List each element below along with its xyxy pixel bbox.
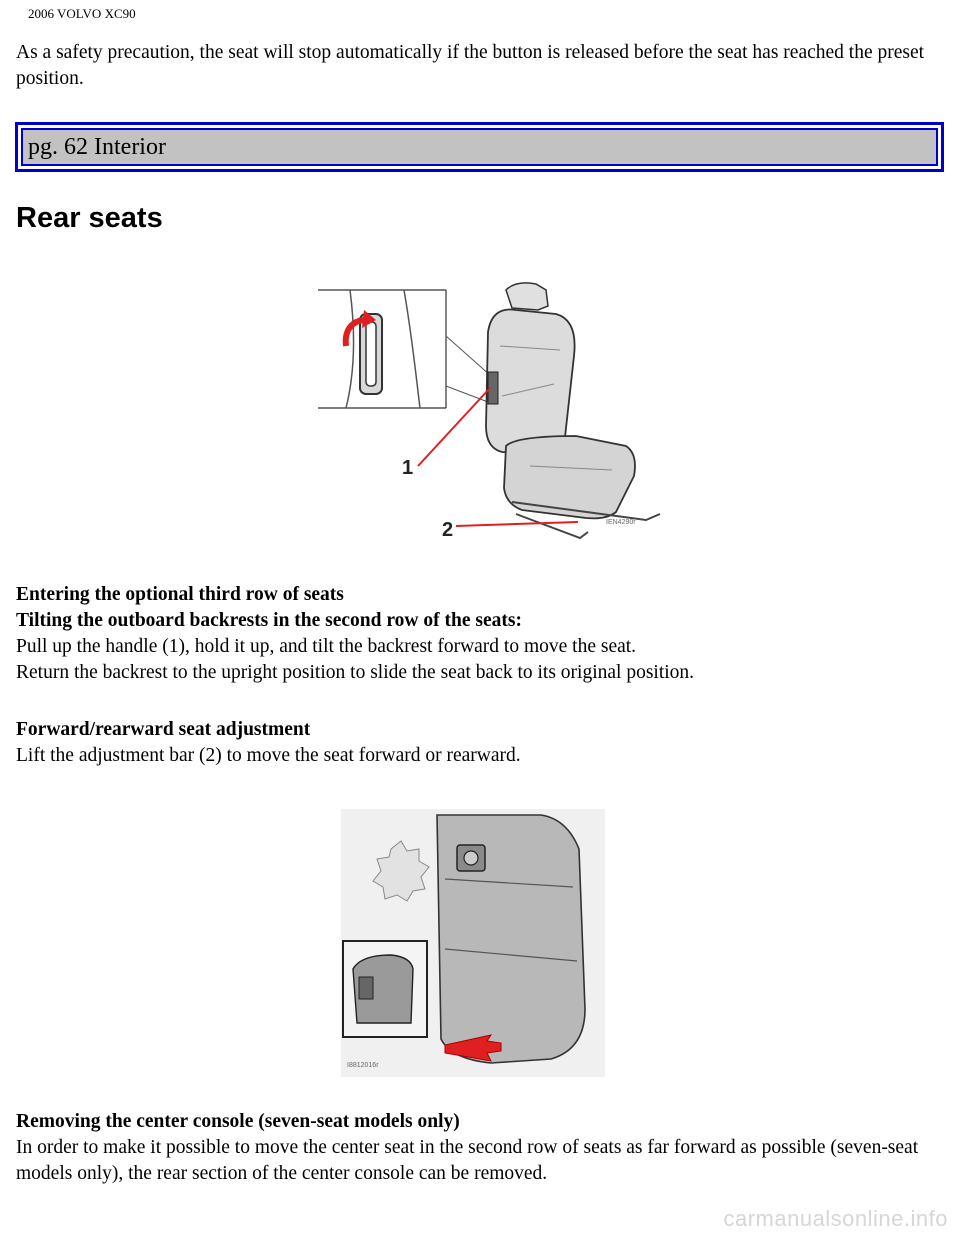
entering-subtitle: Tilting the outboard backrests in the second row of the seats: [16,610,522,631]
callout-1: 1 [402,457,414,479]
entering-line-1: Pull up the handle (1), hold it up, and tilt the backrest forward to move the seat. [16,636,637,657]
running-header: 2006 VOLVO XC90 [28,6,136,21]
entering-title: Entering the optional third row of seats [16,584,344,605]
page-section-banner [15,122,944,172]
intro-paragraph: As a safety precaution, the seat will stop automatically if the button is released before the seat has reached the preset position. [16,42,925,89]
figure-code: IEN4290r [606,519,636,526]
console-block [16,1109,946,1187]
callout-2: 2 [442,519,454,541]
entering-line-2: Return the backrest to the upright position to slide the seat back to its original position. [16,662,695,683]
adjustment-title: Forward/rearward seat adjustment [16,719,311,740]
figure-code: I8812016r [347,1062,379,1069]
site-watermark: carmanualsonline.info [723,1206,948,1231]
console-text: In order to make it possible to move the center seat in the second row of seats as far forward as possible (seven-seat models only), the rear section of the center console can be removed. [16,1137,919,1184]
rear-seat-figure [316,276,666,548]
adjustment-block [16,717,946,769]
banner-label: pg. 62 Interior [21,128,938,166]
entering-block [16,582,946,686]
section-title: Rear seats [16,202,163,234]
center-console-figure [341,809,605,1077]
console-title: Removing the center console (seven-seat models only) [16,1111,460,1132]
adjustment-text: Lift the adjustment bar (2) to move the seat forward or rearward. [16,745,521,766]
